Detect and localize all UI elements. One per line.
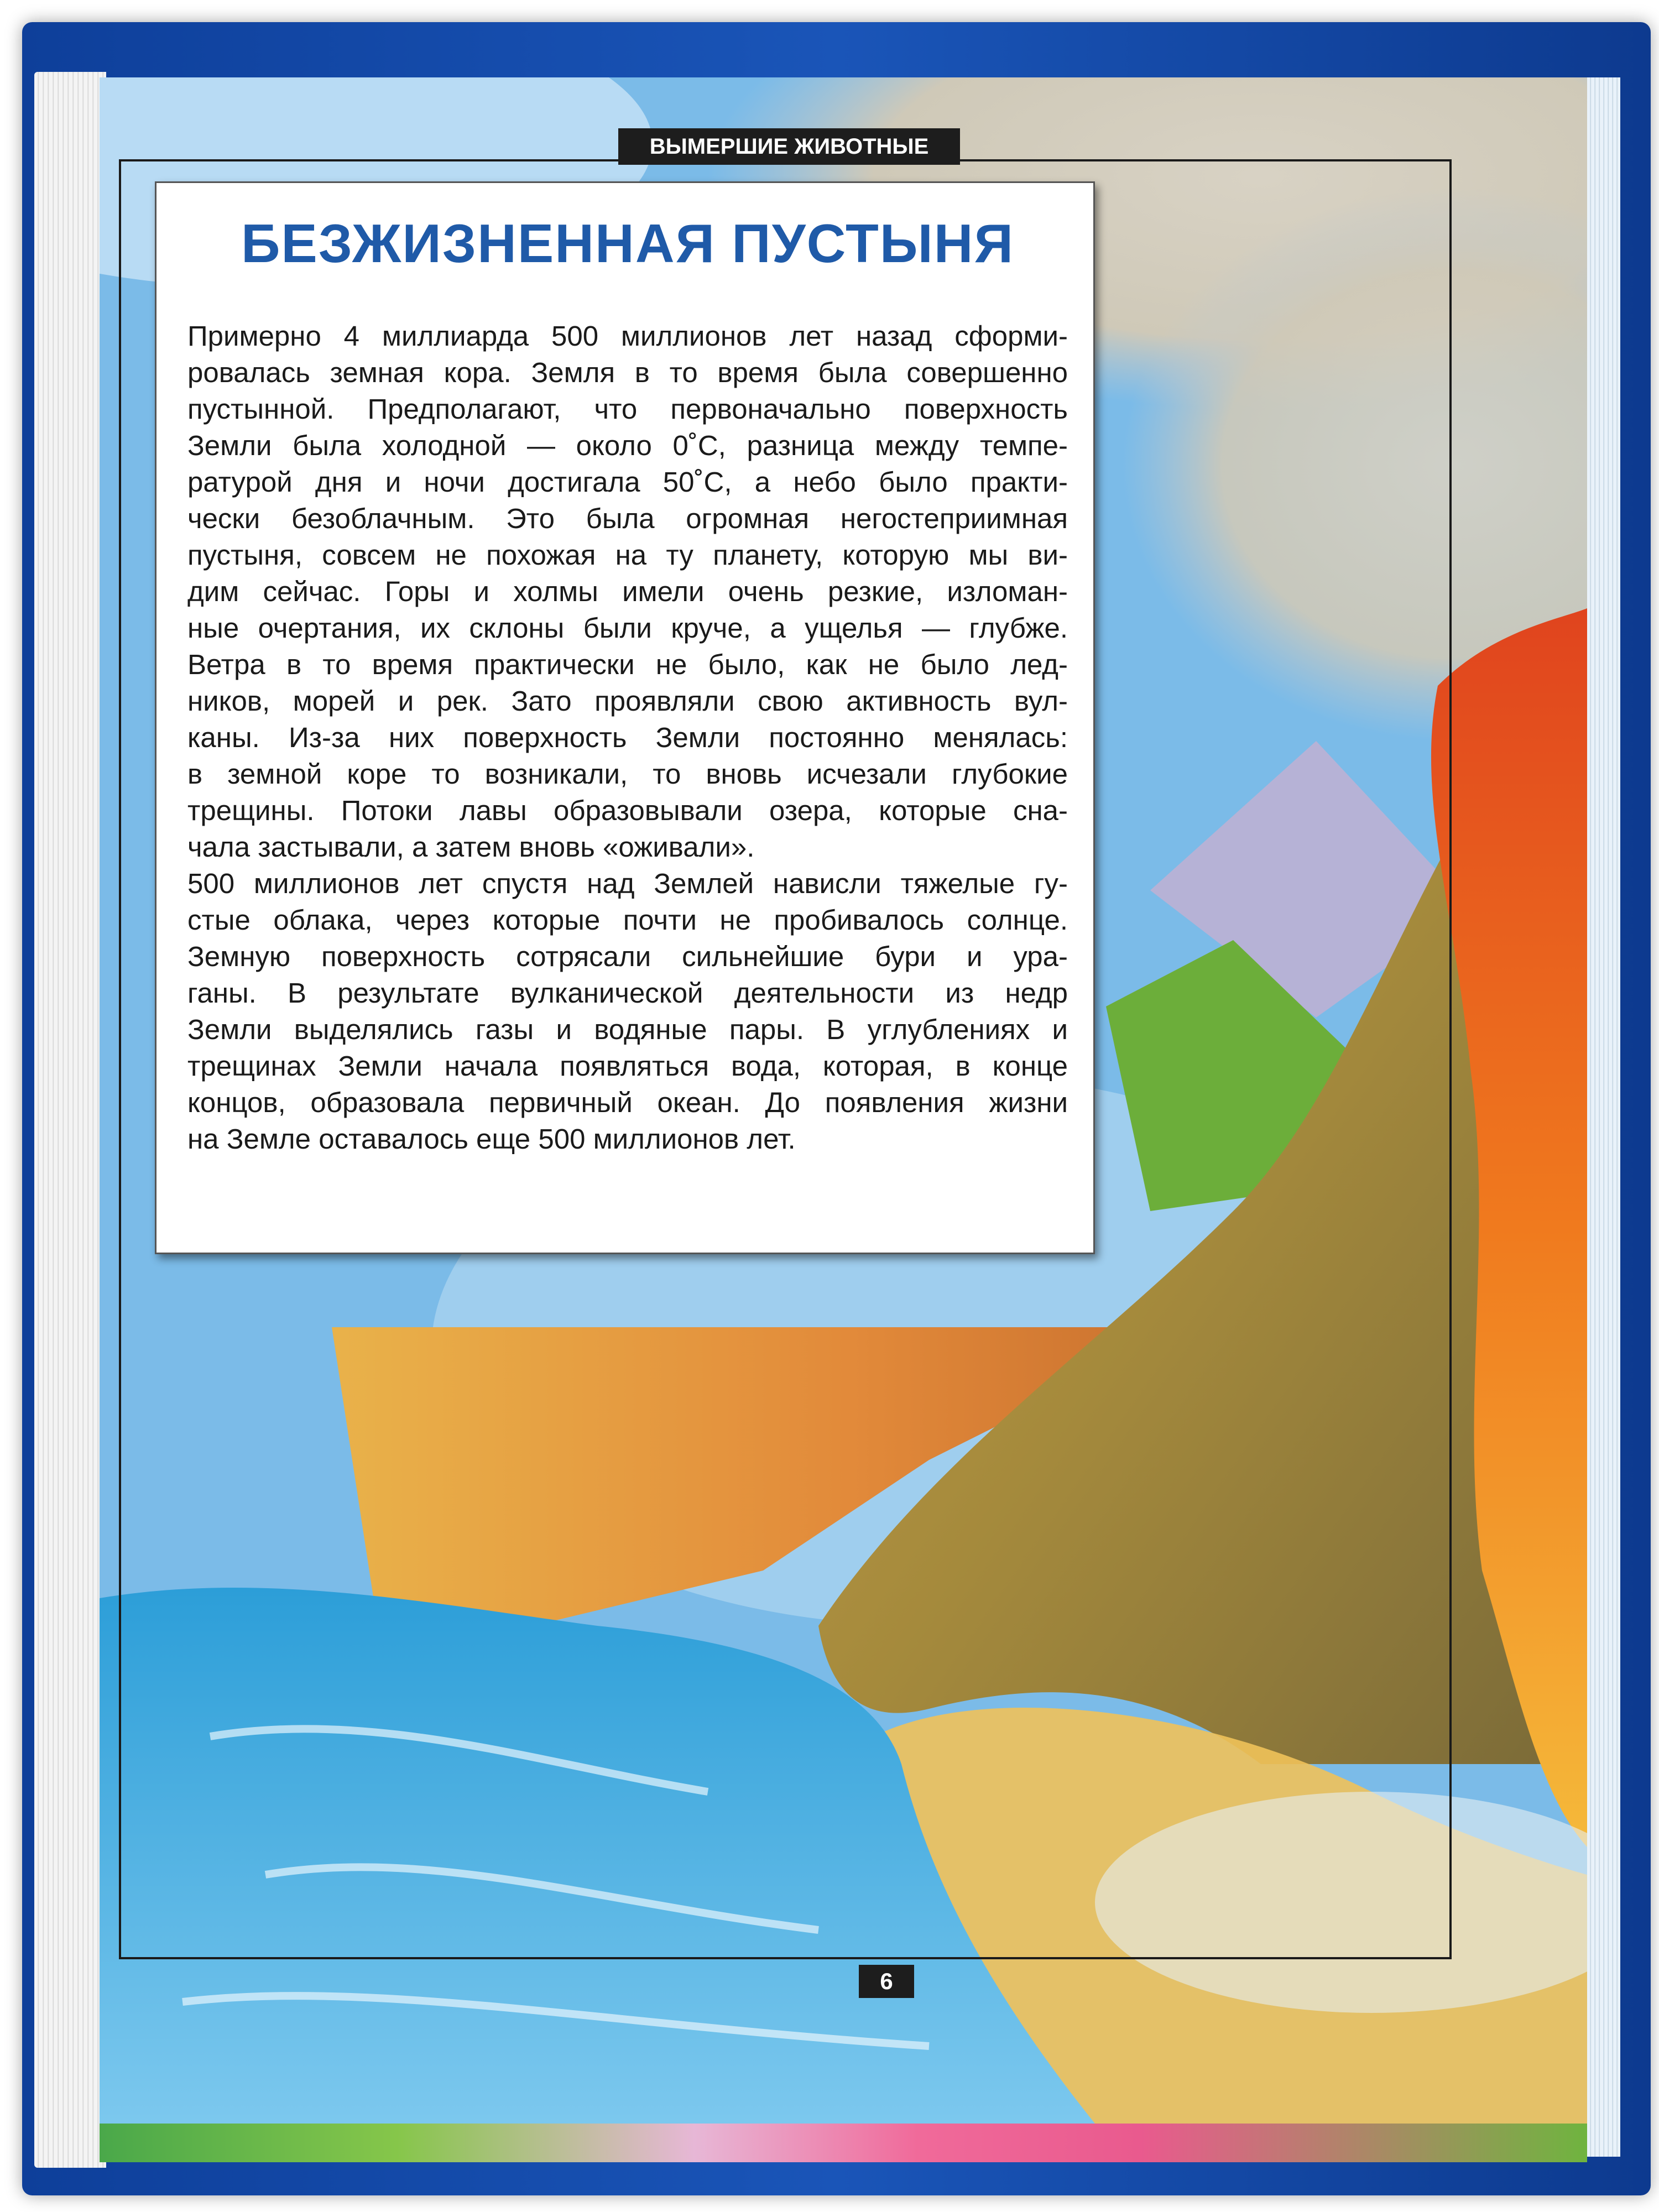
article-line: стые облака, через которые почти не пробивалось солнце. <box>187 904 1068 936</box>
article-line: Земную поверхность сотрясали сильнейшие бури и ура- <box>187 940 1068 972</box>
article-line: пустыня, совсем не похожая на ту планету, которую мы ви- <box>187 539 1068 571</box>
article-line: ратурой дня и ночи достигала 50˚С, а небо было практи- <box>187 466 1068 498</box>
article-line: каны. Из-за них поверхность Земли постоянно менялась: <box>187 721 1068 753</box>
article-line: ников, морей и рек. Зато проявляли свою активность вул- <box>187 685 1068 717</box>
article-line: Земли выделялись газы и водяные пары. В углублениях и <box>187 1013 1068 1045</box>
article-line: чески безоблачным. Это была огромная негостеприимная <box>187 502 1068 534</box>
next-page-edge <box>100 2124 1587 2162</box>
article-line: концов, образовала первичный океан. До появления жизни <box>187 1086 1068 1118</box>
article-line: Ветра в то время практически не было, как не было лед- <box>187 648 1068 680</box>
article-line: Примерно 4 миллиарда 500 миллионов лет назад сформи- <box>187 320 1068 352</box>
article-line: 500 миллионов лет спустя над Землей нависли тяжелые гу- <box>187 867 1068 899</box>
article-text-box <box>155 181 1095 1254</box>
article-line: в земной коре то возникали, то вновь исчезали глубокие <box>187 758 1068 790</box>
page-edges-left <box>34 72 106 2168</box>
section-label: ВЫМЕРШИЕ ЖИВОТНЫЕ <box>618 128 960 165</box>
article-title: БЕЗЖИЗНЕННАЯ ПУСТЫНЯ <box>241 213 1015 274</box>
article-line: пустынной. Предполагают, что первоначально поверхность <box>187 393 1068 425</box>
article-line: дим сейчас. Горы и холмы имели очень резкие, изломан- <box>187 575 1068 607</box>
article-line: ные очертания, их склоны были круче, а ущелья — глубже. <box>187 612 1068 644</box>
article-line: на Земле оставалось еще 500 миллионов лет. <box>187 1123 796 1155</box>
article-body <box>187 318 1068 1157</box>
article-line: ганы. В результате вулканической деятельности из недр <box>187 977 1068 1009</box>
article-line: чала застывали, а затем вновь «оживали». <box>187 831 755 863</box>
article-line: трещинах Земли начала появляться вода, которая, в конце <box>187 1050 1068 1082</box>
page-edges-right <box>1587 77 1620 2157</box>
article-line: Земли была холодной — около 0˚С, разница между темпе- <box>187 429 1068 461</box>
article-line: трещины. Потоки лавы образовывали озера, которые сна- <box>187 794 1068 826</box>
page-number: 6 <box>859 1965 914 1998</box>
article-line: ровалась земная кора. Земля в то время была совершенно <box>187 356 1068 388</box>
